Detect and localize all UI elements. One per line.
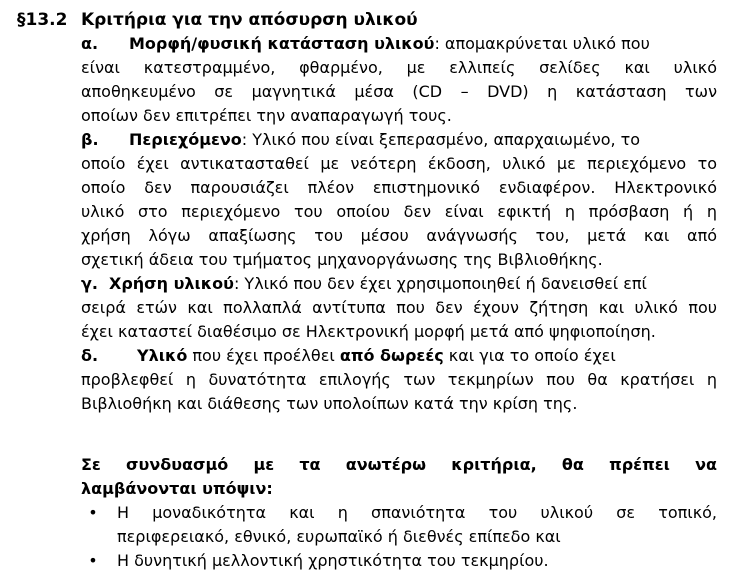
list-item-line-2: περιφερειακό, εθνικό, ευρωπαϊκό ή διεθνές επίπεδο και bbox=[117, 527, 561, 546]
criterion-d-emphasis: από δωρεές bbox=[339, 346, 444, 365]
criterion-d-line-2: προβλεφθεί η δυνατότητα επιλογής των τεκμηρίων που θα κρατήσει η bbox=[81, 370, 717, 389]
note-line-1: Σε συνδυασμό με τα ανωτέρω κριτήρια, θα πρέπει να bbox=[81, 455, 717, 474]
criterion-d-line-1: δ. Υλικό που έχει προέλθει από δωρεές και για το οποίο έχει bbox=[81, 344, 717, 368]
criterion-a-marker: α. bbox=[81, 34, 99, 53]
criterion-c-line-2: σειρά ετών και πολλαπλά αντίτυπα που δεν έχουν ζήτηση και υλικό που bbox=[81, 298, 717, 317]
criterion-d-marker: δ. bbox=[81, 346, 99, 365]
section-title: Κριτήρια για την απόσυρση υλικού bbox=[81, 10, 418, 30]
section-number: §13.2 bbox=[17, 10, 68, 30]
criterion-b-marker: β. bbox=[81, 130, 99, 149]
criterion-c-line-1: γ. Χρήση υλικού: Υλικό που δεν έχει χρησιμοποιηθεί ή δανεισθεί επί bbox=[81, 272, 717, 296]
criterion-b-line-2: οποίο έχει αντικατασταθεί με νεότερη έκδοση, υλικό με περιεχόμενο το bbox=[81, 154, 717, 173]
list-item-line-1: Η μοναδικότητα και η σπανιότητα του υλικού σε τοπικό, bbox=[117, 503, 717, 522]
criterion-b bbox=[81, 128, 717, 272]
criterion-b-line-1: β. Περιεχόμενο: Υλικό που είναι ξεπερασμένο, απαρχαιωμένο, το bbox=[81, 128, 717, 152]
considerations-list bbox=[81, 501, 717, 573]
criterion-c-line-3: έχει καταστεί διαθέσιμο σε Ηλεκτρονική μορφή μετά από ψηφιοποίηση. bbox=[81, 322, 656, 341]
criterion-d-line-3: Βιβλιοθήκη και διάθεσης των υπολοίπων κατά την κρίση της. bbox=[81, 394, 578, 413]
list-item bbox=[81, 549, 717, 573]
criterion-b-term: Περιεχόμενο bbox=[129, 130, 242, 149]
criterion-a-line-3: αποθηκευμένο σε μαγνητικά μέσα (CD – DVD) η κατάσταση των bbox=[81, 82, 717, 101]
criterion-b-line-6: σχετική άδεια του τμήματος μηχανοργάνωσης της Βιβλιοθήκης. bbox=[81, 250, 603, 269]
combined-criteria-note bbox=[81, 453, 717, 501]
criterion-b-line-3: οποίο δεν παρουσιάζει πλέον επιστημονικό ενδιαφέρον. Ηλεκτρονικό bbox=[81, 178, 717, 197]
criterion-d bbox=[81, 344, 717, 416]
criterion-b-line-4: υλικό στο περιεχόμενο του οποίου δεν είναι εφικτή η πρόσβαση ή η bbox=[81, 202, 717, 221]
section-heading bbox=[17, 8, 418, 32]
criterion-c bbox=[81, 272, 717, 344]
criterion-a bbox=[81, 32, 717, 128]
criterion-b-line-5: χρήση λόγω απαξίωσης του μέσου ανάγνωσής του, μετά και από bbox=[81, 226, 717, 245]
list-item-line-1: Η δυνητική μελλοντική χρηστικότητα του τεκμηρίου. bbox=[117, 551, 549, 570]
bullet-icon: • bbox=[88, 503, 98, 522]
list-item bbox=[81, 501, 717, 549]
note-line-2: λαμβάνονται υπόψιν: bbox=[81, 479, 273, 498]
bullet-icon: • bbox=[88, 551, 98, 570]
criterion-a-line-2: είναι κατεστραμμένο, φθαρμένο, με ελλιπείς σελίδες και υλικό bbox=[81, 58, 717, 77]
criterion-a-line-4: οποίων δεν επιτρέπει την αναπαραγωγή τους. bbox=[81, 106, 452, 125]
criterion-c-marker: γ. bbox=[81, 274, 98, 293]
criterion-a-line-1: α. Μορφή/φυσική κατάσταση υλικού: απομακρύνεται υλικό που bbox=[81, 32, 717, 56]
criterion-d-term: Υλικό bbox=[137, 346, 188, 365]
criterion-c-term: Χρήση υλικού bbox=[109, 274, 234, 293]
criterion-a-term: Μορφή/φυσική κατάσταση υλικού bbox=[129, 34, 435, 53]
